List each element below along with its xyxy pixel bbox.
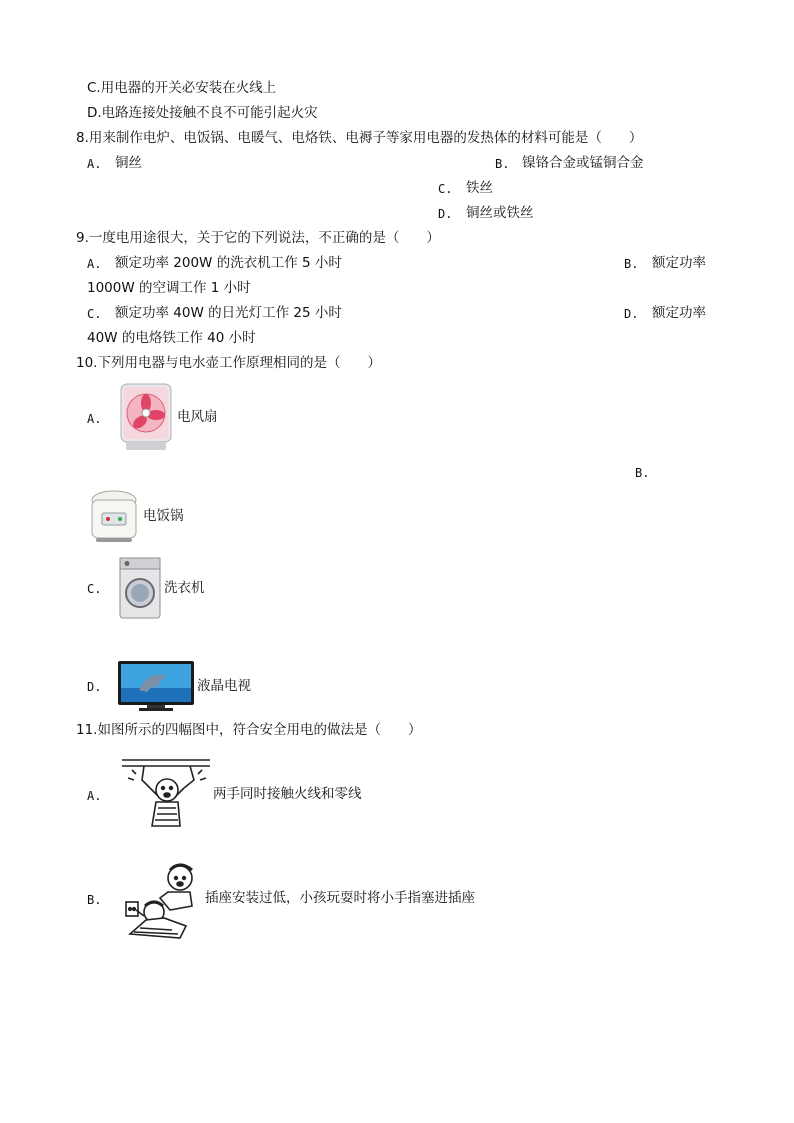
q8-option-c-text: 铁丝 xyxy=(466,180,493,196)
q10-option-d-label: D. xyxy=(87,680,102,694)
q11-stem: 11.如图所示的四幅图中，符合安全用电的做法是（ ） xyxy=(76,722,422,738)
q9-option-c-label: C. xyxy=(87,307,102,321)
q8-option-d-label: D. xyxy=(438,207,453,221)
q8-option-a-label: A. xyxy=(87,157,102,171)
q11-option-b-label: B. xyxy=(87,893,102,907)
q10-option-a-label: A. xyxy=(87,412,102,426)
q10-stem: 10.下列用电器与电水壶工作原理相同的是（ ） xyxy=(76,355,381,371)
q9-option-a-text: 额定功率 200W 的洗衣机工作 5 小时 xyxy=(115,255,342,271)
lcd-tv-icon xyxy=(117,660,195,712)
q9-option-d-label: D. xyxy=(624,307,639,321)
q9-option-d-continuation: 40W 的电烙铁工作 40 小时 xyxy=(87,330,256,346)
q8-option-c-label: C. xyxy=(438,182,453,196)
q10-option-c-text: 洗衣机 xyxy=(164,580,205,596)
q7-option-c: C.用电器的开关必安装在火线上 xyxy=(87,80,277,96)
q9-option-b-text: 额定功率 xyxy=(652,255,706,271)
q9-stem: 9.一度电用途很大，关于它的下列说法，不正确的是（ ） xyxy=(76,230,440,246)
q10-option-d-text: 液晶电视 xyxy=(197,678,251,694)
q10-option-a-text: 电风扇 xyxy=(177,409,218,425)
touching-wires-illustration xyxy=(120,756,212,834)
q8-option-b-text: 镍铬合金或锰铜合金 xyxy=(522,155,644,171)
q9-option-b-label: B. xyxy=(624,257,639,271)
q10-option-b-label: B. xyxy=(635,466,650,480)
washing-machine-icon xyxy=(118,556,162,620)
q11-option-a-label: A. xyxy=(87,789,102,803)
q8-option-b-label: B. xyxy=(495,157,510,171)
q9-option-b-continuation: 1000W 的空调工作 1 小时 xyxy=(87,280,251,296)
child-socket-illustration xyxy=(120,858,206,942)
q9-option-c-text: 额定功率 40W 的日光灯工作 25 小时 xyxy=(115,305,342,321)
q7-option-d: D.电路连接处接触不良不可能引起火灾 xyxy=(87,105,318,121)
q10-option-b-text: 电饭锅 xyxy=(143,508,184,524)
q11-option-a-text: 两手同时接触火线和零线 xyxy=(213,786,362,802)
q9-option-d-text: 额定功率 xyxy=(652,305,706,321)
rice-cooker-icon xyxy=(88,488,140,544)
q8-option-d-text: 铜丝或铁丝 xyxy=(466,205,534,221)
electric-fan-icon xyxy=(118,382,174,452)
q8-stem: 8.用来制作电炉、电饭锅、电暖气、电烙铁、电褥子等家用电器的发热体的材料可能是（ ） xyxy=(76,130,643,146)
q8-option-a-text: 铜丝 xyxy=(115,155,142,171)
q11-option-b-text: 插座安装过低，小孩玩耍时将小手指塞进插座 xyxy=(205,890,475,906)
q10-option-c-label: C. xyxy=(87,582,102,596)
q9-option-a-label: A. xyxy=(87,257,102,271)
